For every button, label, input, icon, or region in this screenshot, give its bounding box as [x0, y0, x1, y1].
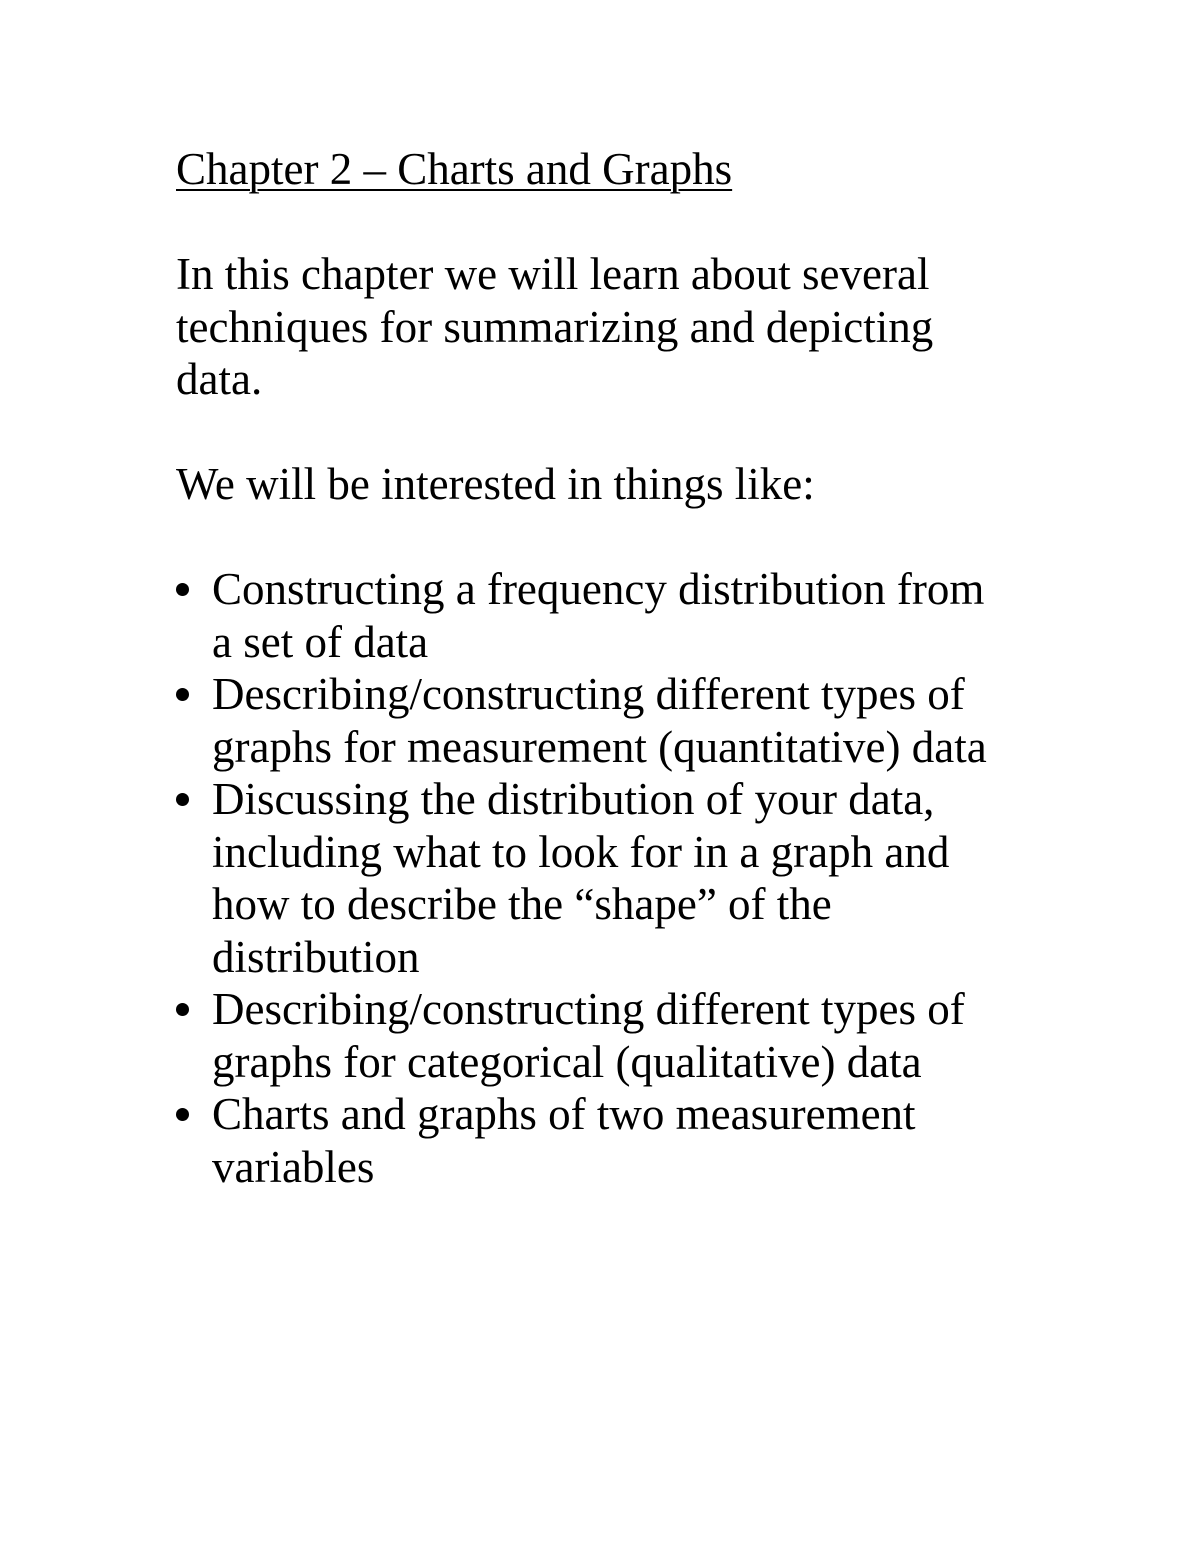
bullet-dot-icon [176, 793, 189, 806]
bullet-item [176, 668, 1076, 773]
bullet-line: distribution [212, 931, 420, 982]
bullet-line: Discussing the distribution of your data, [212, 774, 935, 824]
bullet-line: Charts and graphs of two measurement [212, 1089, 916, 1139]
bullet-item [176, 773, 1076, 983]
bullet-line: Describing/constructing different types of [212, 669, 965, 719]
intro-line: techniques for summarizing and depicting [176, 301, 934, 352]
bullet-dot-icon [176, 1003, 189, 1016]
intro-line: In this chapter we will learn about several [176, 249, 930, 299]
bullet-dot-icon [176, 1108, 189, 1121]
bullet-dot-icon [176, 688, 189, 701]
bullet-line: how to describe the “shape” of the [212, 879, 832, 929]
bullet-item [176, 563, 1076, 668]
bullet-line: graphs for measurement (quantitative) data [212, 721, 987, 772]
bullet-dot-icon [176, 583, 189, 596]
bullet-item [176, 983, 1076, 1088]
bullet-line: including what to look for in a graph and [212, 826, 950, 877]
bullet-line: Constructing a frequency distribution from [212, 564, 985, 614]
bullet-item [176, 1088, 1076, 1193]
bullet-line: a set of data [212, 616, 429, 667]
bullet-line: Describing/constructing different types of [212, 984, 965, 1034]
bullet-line: variables [212, 1141, 375, 1192]
bullet-list [176, 563, 1076, 1193]
intro-paragraph [176, 248, 1076, 406]
lead-sentence: We will be interested in things like: [176, 459, 815, 509]
bullet-line: graphs for categorical (qualitative) data [212, 1036, 922, 1087]
intro-line: data. [176, 354, 263, 404]
page-title: Chapter 2 – Charts and Graphs [176, 144, 733, 194]
